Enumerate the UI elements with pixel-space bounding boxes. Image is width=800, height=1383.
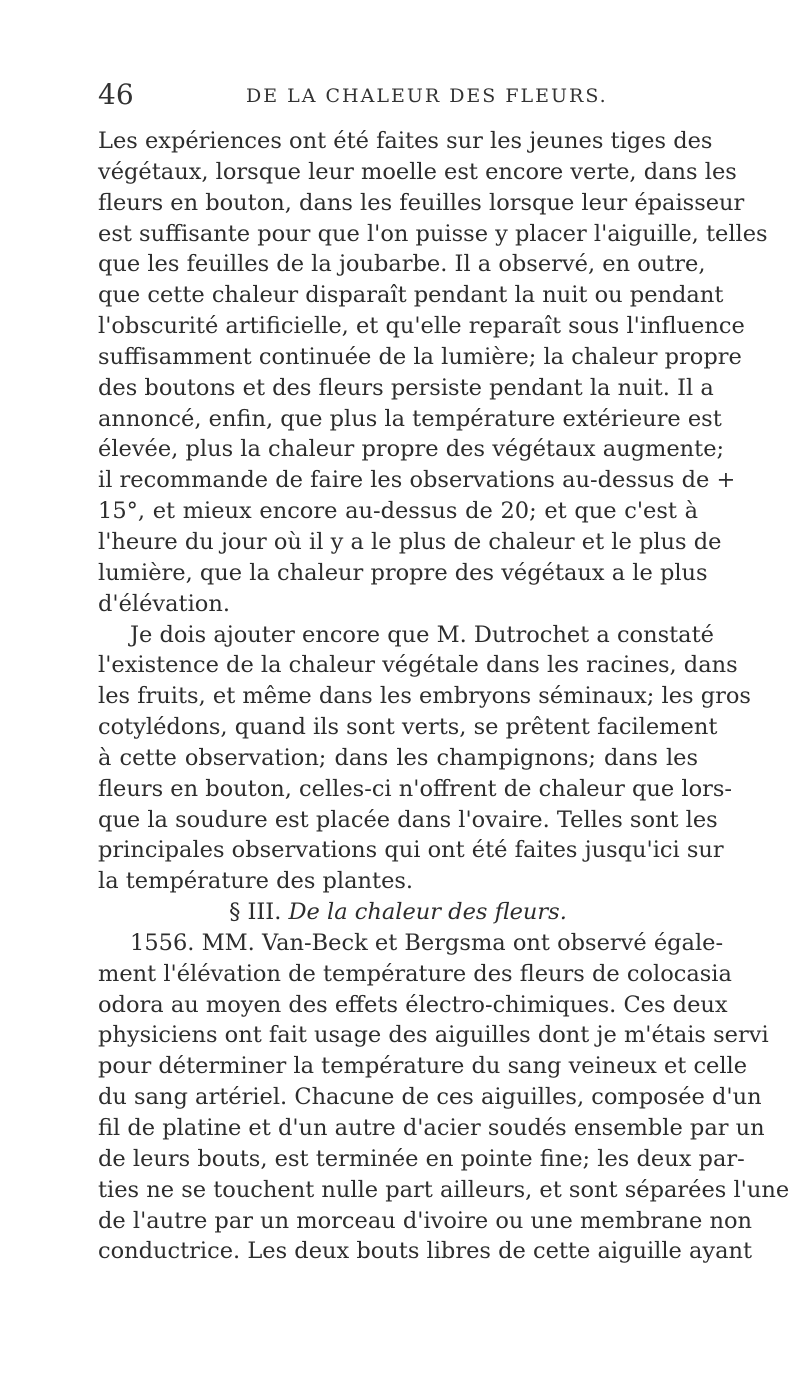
text-line: fleurs en bouton, celles-ci n'offrent de chaleur que lors-	[98, 775, 733, 802]
text-line: odora au moyen des effets électro-chimiques. Ces deux	[98, 991, 728, 1018]
text-line: des boutons et des fleurs persiste pendant la nuit. Il a	[98, 374, 714, 401]
text-line: Les expériences ont été faites sur les jeunes tiges des	[98, 128, 713, 154]
text-line: les fruits, et même dans les embryons séminaux; les gros	[98, 683, 751, 710]
text-line: est suffisante pour que l'on puisse y placer l'aiguille, telles	[98, 220, 768, 247]
text-line: fleurs en bouton, dans les feuilles lorsque leur épaisseur	[98, 189, 745, 216]
text-line: ties ne se touchent nulle part ailleurs, et sont séparées l'une	[98, 1176, 790, 1203]
text-line: que la soudure est placée dans l'ovaire. Telles sont les	[98, 806, 718, 833]
text-line: l'obscurité artificielle, et qu'elle reparaît sous l'influence	[98, 313, 745, 340]
text-line: de leurs bouts, est terminée en pointe fine; les deux par-	[98, 1145, 745, 1172]
page-header	[0, 78, 800, 112]
text-line: ment l'élévation de température des fleurs de colocasia	[98, 960, 732, 987]
text-line: du sang artériel. Chacune de ces aiguilles, composée d'un	[98, 1084, 762, 1111]
text-line: lumière, que la chaleur propre des végétaux a le plus	[98, 559, 708, 586]
text-line: à cette observation; dans les champignons; dans les	[98, 744, 698, 771]
text-line: suffisamment continuée de la lumière; la chaleur propre	[98, 343, 742, 370]
text-line: que les feuilles de la joubarbe. Il a observé, en outre,	[98, 251, 706, 278]
section-heading	[98, 897, 698, 928]
page-body	[98, 126, 790, 1267]
text-line: pour déterminer la température du sang veineux et celle	[98, 1053, 748, 1080]
running-title: DE LA CHALEUR DES FLEURS.	[246, 85, 608, 107]
section-number: § III.	[229, 899, 282, 926]
text-line: annoncé, enfin, que plus la température extérieure est	[98, 405, 722, 432]
text-line: fil de platine et d'un autre d'acier soudés ensemble par un	[98, 1115, 765, 1141]
section-title: De la chaleur des fleurs.	[288, 899, 567, 926]
text-line: cotylédons, quand ils sont verts, se prêtent facilement	[98, 714, 718, 741]
text-line: physiciens ont fait usage des aiguilles dont je m'étais servi	[98, 1022, 769, 1049]
text-line: Je dois ajouter encore que M. Dutrochet a constaté	[130, 621, 714, 648]
paragraph-dutrochet	[98, 620, 751, 898]
text-line: l'heure du jour où il y a le plus de chaleur et le plus de	[98, 528, 722, 555]
paragraph-1556	[98, 928, 790, 1267]
paragraph-continuation	[98, 126, 768, 620]
text-line: que cette chaleur disparaît pendant la nuit ou pendant	[98, 282, 724, 309]
text-line: la température des plantes.	[98, 868, 414, 895]
page-number: 46	[98, 78, 134, 111]
text-line: il recommande de faire les observations au-dessus de +	[98, 467, 736, 494]
text-line: l'existence de la chaleur végétale dans les racines, dans	[98, 652, 738, 679]
text-line: d'élévation.	[98, 590, 230, 617]
text-line: élevée, plus la chaleur propre des végétaux augmente;	[98, 436, 725, 463]
text-line: de l'autre par un morceau d'ivoire ou une membrane non	[98, 1207, 753, 1234]
text-line: 1556. MM. Van-Beck et Bergsma ont observé égale-	[130, 929, 724, 956]
text-line: principales observations qui ont été faites jusqu'ici sur	[98, 837, 724, 864]
text-line: 15°, et mieux encore au-dessus de 20; et que c'est à	[98, 498, 698, 525]
text-line: végétaux, lorsque leur moelle est encore verte, dans les	[98, 158, 737, 185]
text-line: conductrice. Les deux bouts libres de cette aiguille ayant	[98, 1238, 753, 1265]
